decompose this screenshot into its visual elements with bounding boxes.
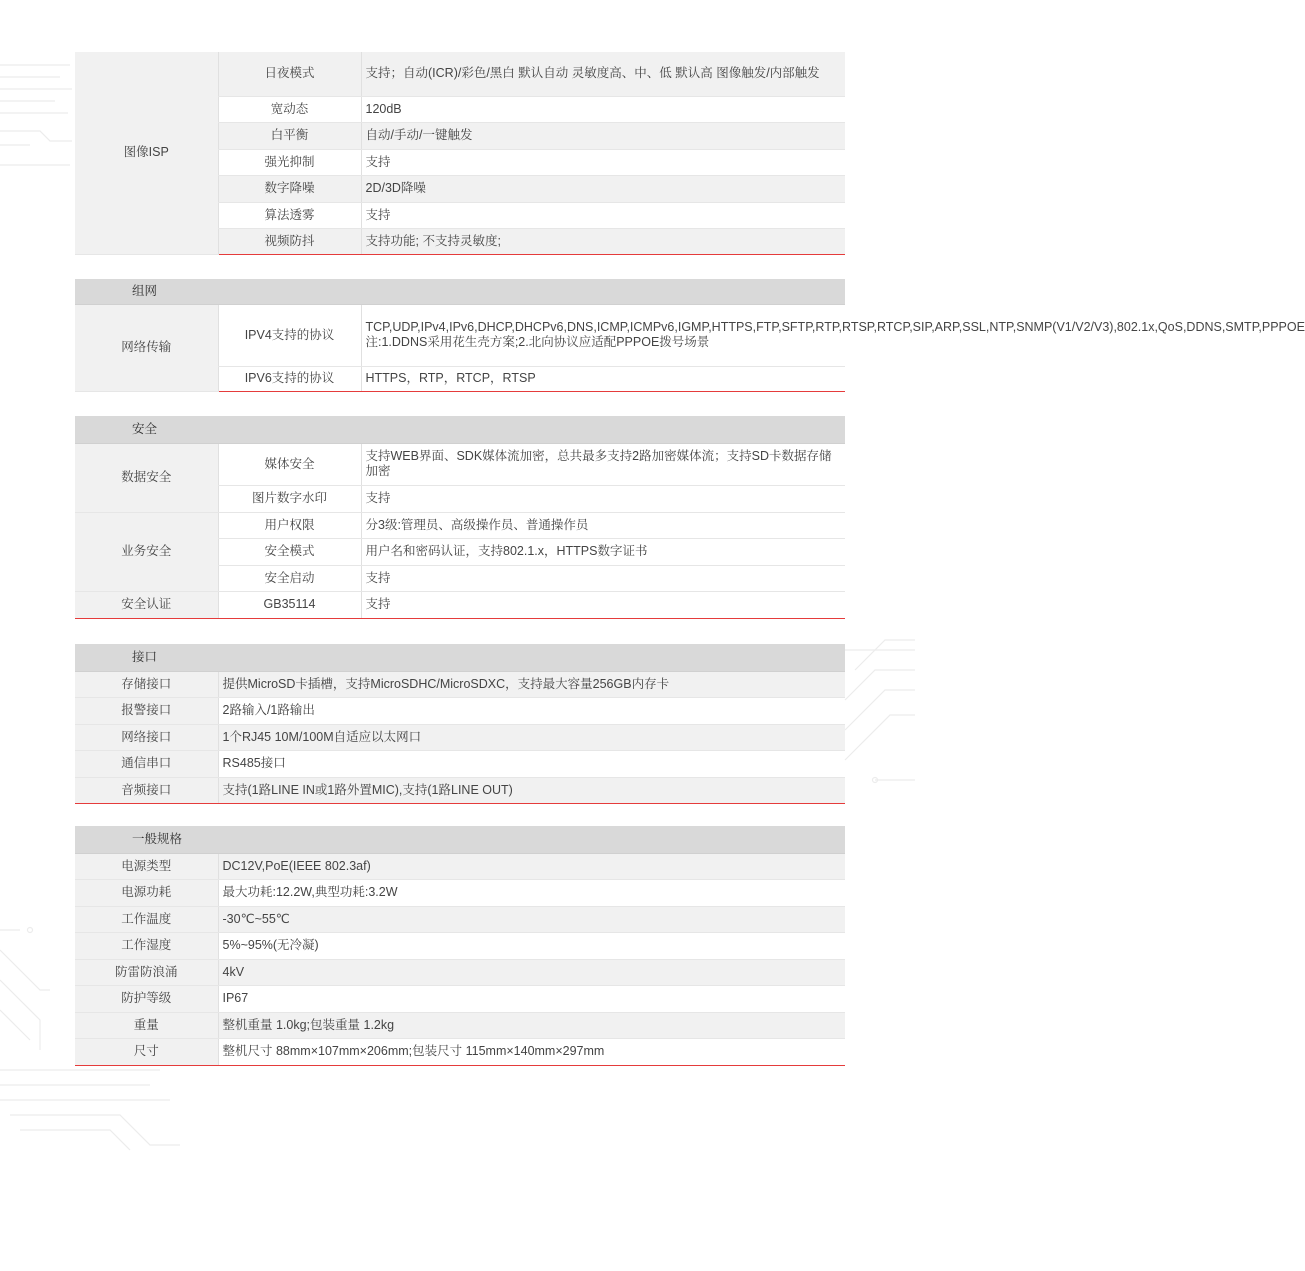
section-header [75,644,845,671]
row-value: 支持；自动(ICR)/彩色/黑白 默认自动 灵敏度高、中、低 默认高 图像触发/内部触发 [361,52,845,96]
table-row [75,1012,845,1038]
row-label: 防雷防浪涌 [75,959,218,985]
row-value: 提供MicroSD卡插槽，支持MicroSDHC/MicroSDXC，支持最大容量256GB内存卡 [218,671,845,697]
row-value: 支持功能; 不支持灵敏度; [361,228,845,254]
section-title: 接口 [75,644,845,671]
row-label: 安全启动 [218,565,361,591]
row-label: 报警接口 [75,697,218,724]
table-row [75,52,845,96]
row-label: 用户权限 [218,512,361,538]
row-label: 白平衡 [218,122,361,149]
table-row [75,697,845,724]
section-title: 一般规格 [75,826,845,853]
row-label: 音频接口 [75,777,218,803]
image-isp-table [75,52,845,255]
general-table [75,826,845,1066]
table-row [75,724,845,750]
table-row [75,985,845,1012]
table-row [75,304,845,366]
row-label: 电源功耗 [75,879,218,906]
row-value: TCP,UDP,IPv4,IPv6,DHCP,DHCPv6,DNS,ICMP,ICMPv6,IGMP,HTTPS,FTP,SFTP,RTP,RTSP,RTCP,SIP,ARP,SSL,NTP,SNMP(V1/V2/V3),802.1x,QoS,DDNS,SMTP,PPPOE 注:1.DDNS采用花生壳方案;2.北向协议应适配PPPOE拨号场景 [361,304,845,366]
row-value: 支持 [361,202,845,228]
row-value: 支持 [361,149,845,175]
row-value: 2路输入/1路输出 [218,697,845,724]
row-value: 支持 [361,485,845,512]
row-label: 工作湿度 [75,932,218,959]
row-value: 支持 [361,591,845,618]
table-row [75,443,845,485]
row-label: 防护等级 [75,985,218,1012]
row-label: 媒体安全 [218,443,361,485]
row-label: IPV4支持的协议 [218,304,361,366]
group-label: 业务安全 [75,512,218,591]
row-value: 整机尺寸 88mm×107mm×206mm;包装尺寸 115mm×140mm×297mm [218,1038,845,1065]
row-label: 数字降噪 [218,175,361,202]
table-row [75,906,845,932]
row-label: 重量 [75,1012,218,1038]
row-value: 支持(1路LINE IN或1路外置MIC),支持(1路LINE OUT) [218,777,845,803]
section-header [75,416,845,443]
row-value: 分3级:管理员、高级操作员、普通操作员 [361,512,845,538]
row-value: RS485接口 [218,750,845,777]
group-label: 网络传输 [75,304,218,391]
row-value: 最大功耗:12.2W,典型功耗:3.2W [218,879,845,906]
row-label: 存储接口 [75,671,218,697]
row-value: -30℃~55℃ [218,906,845,932]
row-value: 支持WEB界面、SDK媒体流加密，总共最多支持2路加密媒体流；支持SD卡数据存储加密 [361,443,845,485]
group-label: 安全认证 [75,591,218,618]
row-label: 工作温度 [75,906,218,932]
row-label: 宽动态 [218,96,361,122]
row-label: 日夜模式 [218,52,361,96]
row-label: 算法透雾 [218,202,361,228]
interface-table [75,644,845,804]
table-row [75,879,845,906]
row-value: IP67 [218,985,845,1012]
table-row [75,777,845,803]
row-value: 支持 [361,565,845,591]
row-value: HTTPS，RTP，RTCP，RTSP [361,366,845,391]
table-row [75,1038,845,1065]
row-value: 120dB [361,96,845,122]
row-label: 尺寸 [75,1038,218,1065]
row-label: 安全模式 [218,538,361,565]
group-label: 数据安全 [75,443,218,512]
table-row [75,512,845,538]
row-value: 1个RJ45 10M/100M自适应以太网口 [218,724,845,750]
section-title: 组网 [75,279,845,304]
section-title: 安全 [75,416,845,443]
table-row [75,853,845,879]
table-row [75,591,845,618]
row-label: IPV6支持的协议 [218,366,361,391]
circuit-decoration-right-mid [845,640,915,840]
row-value: 用户名和密码认证，支持802.1.x，HTTPS数字证书 [361,538,845,565]
table-row [75,959,845,985]
group-label: 图像ISP [75,52,218,254]
row-value: DC12V,PoE(IEEE 802.3af) [218,853,845,879]
row-label: 强光抑制 [218,149,361,175]
row-label: 通信串口 [75,750,218,777]
table-row [75,671,845,697]
circuit-decoration-left-top [0,55,80,255]
section-header [75,826,845,853]
row-value: 整机重量 1.0kg;包装重量 1.2kg [218,1012,845,1038]
network-table [75,279,1305,392]
row-label: 视频防抖 [218,228,361,254]
row-value: 自动/手动/一键触发 [361,122,845,149]
table-row [75,932,845,959]
row-label: 图片数字水印 [218,485,361,512]
row-value: 4kV [218,959,845,985]
row-label: 网络接口 [75,724,218,750]
row-label: GB35114 [218,591,361,618]
row-value: 2D/3D降噪 [361,175,845,202]
section-header [75,279,845,304]
row-value: 5%~95%(无冷凝) [218,932,845,959]
row-label: 电源类型 [75,853,218,879]
security-table [75,416,845,619]
table-row [75,750,845,777]
